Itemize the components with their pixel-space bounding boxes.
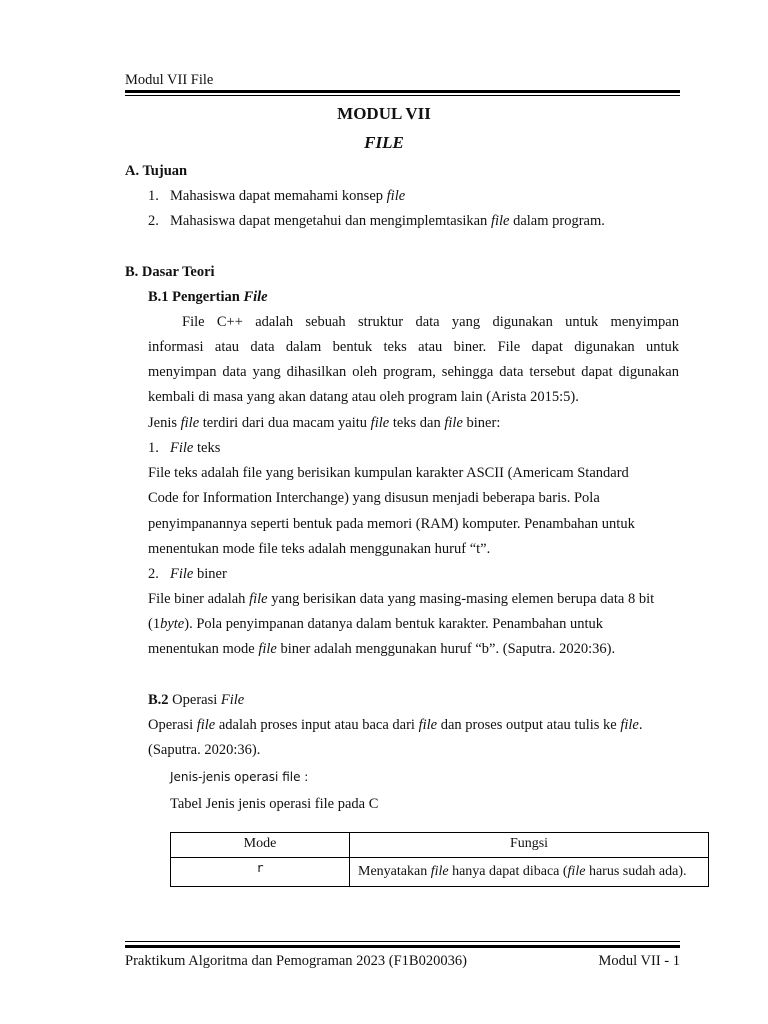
list-item-text (170, 187, 405, 205)
text-run: File biner adalah (148, 591, 250, 607)
paragraph-line (148, 640, 615, 658)
text-run: dalam program. (509, 213, 605, 229)
paragraph-line: menentukan mode file teks adalah menggunakan huruf “t”. (148, 541, 491, 557)
paragraph-line: (Saputra. 2020:36). (148, 742, 261, 758)
text-run: biner: (462, 415, 501, 431)
text-run: terdiri dari dua macam yaitu (199, 415, 371, 431)
text-run: biner (193, 566, 227, 582)
text-run: file (258, 641, 277, 657)
text-run: File (170, 566, 194, 582)
text-run: biner adalah menggunakan huruf “b”. (Saputra. 2020:36). (276, 641, 616, 657)
subsection-b1-heading (148, 288, 268, 306)
header-rule-thick (125, 90, 680, 93)
paragraph-line (148, 414, 500, 432)
paragraph-line: File teks adalah file yang berisikan kumpulan karakter ASCII (Americam Standard (148, 465, 629, 481)
running-header: Modul VII File (125, 72, 214, 88)
text-run: Mahasiswa dapat memahami konsep (170, 188, 387, 204)
paragraph-line (148, 615, 603, 633)
module-subtitle: FILE (364, 133, 404, 152)
subsection-b2-heading (148, 691, 244, 709)
text-run: Jenis (148, 415, 181, 431)
table-caption: Tabel Jenis jenis operasi file pada C (170, 796, 379, 812)
paragraph-line: kembali di masa yang akan datang atau oleh program lain (Arista 2015:5). (148, 389, 579, 405)
table-header-mode: Mode (171, 833, 350, 858)
footer-rule-thin (125, 941, 680, 942)
text-run: adalah proses input atau baca dari (215, 717, 419, 733)
table-header-fungsi: Fungsi (350, 833, 709, 858)
text-run: file (180, 415, 200, 431)
text-run: File (243, 289, 268, 305)
list-number: 1. (148, 440, 159, 456)
paragraph-line: File C++ adalah sebuah struktur data yang digunakan untuk menyimpan (182, 314, 679, 330)
text-run: file (386, 188, 406, 204)
text-run: file (196, 717, 216, 733)
text-run: teks (193, 440, 221, 456)
paragraph-line (148, 590, 654, 608)
paragraph-line: menyimpan data yang dihasilkan oleh program, sehingga data tersebut dapat digunakan (148, 364, 679, 380)
text-run: byte (160, 616, 185, 632)
text-run: Mahasiswa dapat mengetahui dan mengimplemtasikan (170, 213, 491, 229)
paragraph-line: Code for Information Interchange) yang disusun menjadi beberapa baris. Pola (148, 490, 600, 506)
list-item (148, 212, 159, 230)
text-run: yang berisikan data yang masing-masing elemen berupa data 8 bit (267, 591, 655, 607)
list-item-text (170, 565, 227, 583)
text-run: hanya dapat dibaca ( (448, 864, 568, 879)
header-rule-thin (125, 95, 680, 96)
text-run: menentukan mode (148, 641, 259, 657)
text-run: Operasi (168, 692, 221, 708)
text-run: File (220, 692, 245, 708)
table-cell-fungsi (350, 858, 709, 887)
text-run: B.1 Pengertian (148, 289, 244, 305)
text-run: B.2 (148, 692, 169, 708)
text-run: (1 (148, 616, 161, 632)
text-run: File (170, 440, 194, 456)
text-run: file (370, 415, 390, 431)
paragraph-line (148, 716, 643, 734)
table-row (171, 858, 709, 887)
text-run: ). Pola penyimpanan datanya dalam bentuk karakter. Penambahan untuk (184, 616, 604, 632)
jenis-operasi-label: Jenis-jenis operasi file : (170, 770, 309, 784)
text-run: file (444, 415, 463, 431)
list-number: 2. (148, 566, 159, 582)
footer-page-number: Modul VII - 1 (598, 953, 680, 969)
text-run: file (620, 717, 639, 733)
list-item-text (170, 212, 605, 230)
operasi-file-table (170, 832, 709, 887)
text-run: file (249, 591, 268, 607)
text-run: file (567, 864, 586, 879)
text-run: file (430, 864, 449, 879)
footer-course: Praktikum Algoritma dan Pemograman 2023 (F1B020036) (125, 953, 467, 969)
footer-rule-thick (125, 945, 680, 948)
section-a-heading: A. Tujuan (125, 163, 188, 179)
text-run: file (418, 717, 438, 733)
list-number: 2. (148, 213, 159, 229)
module-title: MODUL VII (337, 104, 431, 123)
text-run: Operasi (148, 717, 197, 733)
text-run: . (638, 717, 643, 733)
section-b-heading: B. Dasar Teori (125, 264, 215, 280)
list-number: 1. (148, 188, 159, 204)
table-header-row (171, 833, 709, 858)
list-item-text (170, 439, 220, 457)
paragraph-line: informasi atau data dalam bentuk teks atau biner. File dapat digunakan untuk (148, 339, 679, 355)
paragraph-line: penyimpanannya seperti bentuk pada memori (RAM) komputer. Penambahan untuk (148, 516, 635, 532)
text-run: file (490, 213, 510, 229)
text-run: dan proses output atau tulis ke (437, 717, 621, 733)
list-item (148, 187, 159, 205)
text-run: teks dan (389, 415, 445, 431)
text-run: Menyatakan (358, 864, 431, 879)
text-run: harus sudah ada). (585, 864, 687, 879)
table-cell-mode: r (171, 858, 350, 887)
